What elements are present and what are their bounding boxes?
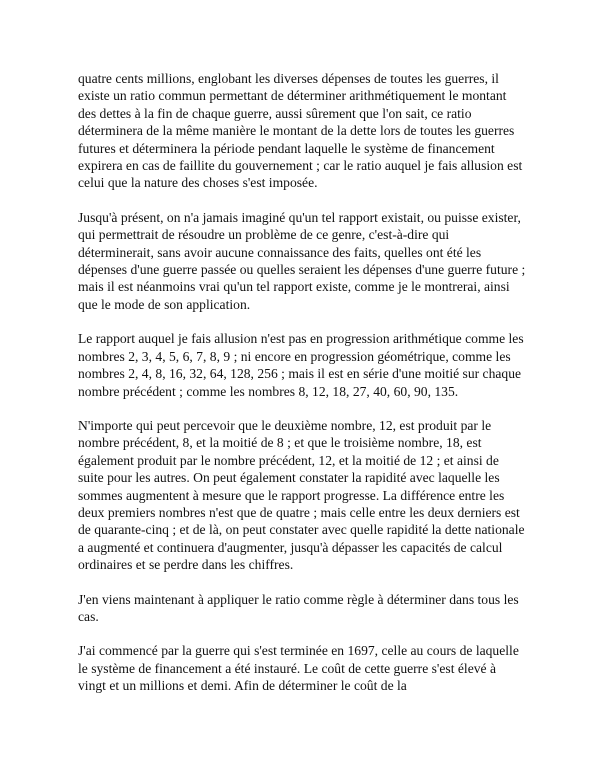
paragraph-4: N'importe qui peut percevoir que le deuxième nombre, 12, est produit par le nombre précédent, 8, et la moitié de 8 ; et que le troisième nombre, 18, est également produit par le nombre précédent, 12, et la moitié de 12 ; et ainsi de suite pour les autres. On peut également constater la rapidité avec laquelle les sommes augmentent à mesure que le rapport progresse. La différence entre les deux premiers nombres n'est que de quatre ; mais celle entre les deux derniers est de quarante-cinq ; et de là, on peut constater avec quelle rapidité la dette nationale a augmenté et continuera d'augmenter, jusqu'à dépasser les capacités de calcul ordinaires et se perdre dans les chiffres. <box>78 417 525 573</box>
paragraph-2: Jusqu'à présent, on n'a jamais imaginé qu'un tel rapport existait, ou puisse exister, qui permettrait de résoudre un problème de ce genre, c'est-à-dire qui déterminerait, sans avoir aucune connaissance des faits, quelles ont été les dépenses d'une guerre passée ou quelles seraient les dépenses d'une guerre future ; mais il est néanmoins vrai qu'un tel rapport existe, comme je le montrerai, ainsi que le mode de son application. <box>78 209 526 312</box>
paragraph-3: Le rapport auquel je fais allusion n'est pas en progression arithmétique comme les nombres 2, 3, 4, 5, 6, 7, 8, 9 ; ni encore en progression géométrique, comme les nombres 2, 4, 8, 16, 32, 64, 128, 256 ; mais il est en série d'une moitié sur chaque nombre précédent ; comme les nombres 8, 12, 18, 27, 40, 60, 90, 135. <box>78 331 524 399</box>
paragraph-5: J'en viens maintenant à appliquer le ratio comme règle à déterminer dans tous les cas. <box>78 591 519 624</box>
paragraph-1: quatre cents millions, englobant les diverses dépenses de toutes les guerres, il existe un ratio commun permettant de déterminer arithmétiquement le montant des dettes à la fin de chaque guerre, aussi sûrement que l'on sait, ce ratio déterminera de la même manière le montant de la dette lors de toutes les guerres futures et déterminera la période pendant laquelle le système de financement expirera en cas de faillite du gouvernement ; car le ratio auquel je fais allusion est celui que la nature des choses s'est imposée. <box>78 71 523 191</box>
paragraph-6: J'ai commencé par la guerre qui s'est terminée en 1697, celle au cours de laquelle le système de financement a été instauré. Le coût de cette guerre s'est élevé à vingt et un millions et demi. Afin de déterminer le coût de la <box>78 643 519 694</box>
